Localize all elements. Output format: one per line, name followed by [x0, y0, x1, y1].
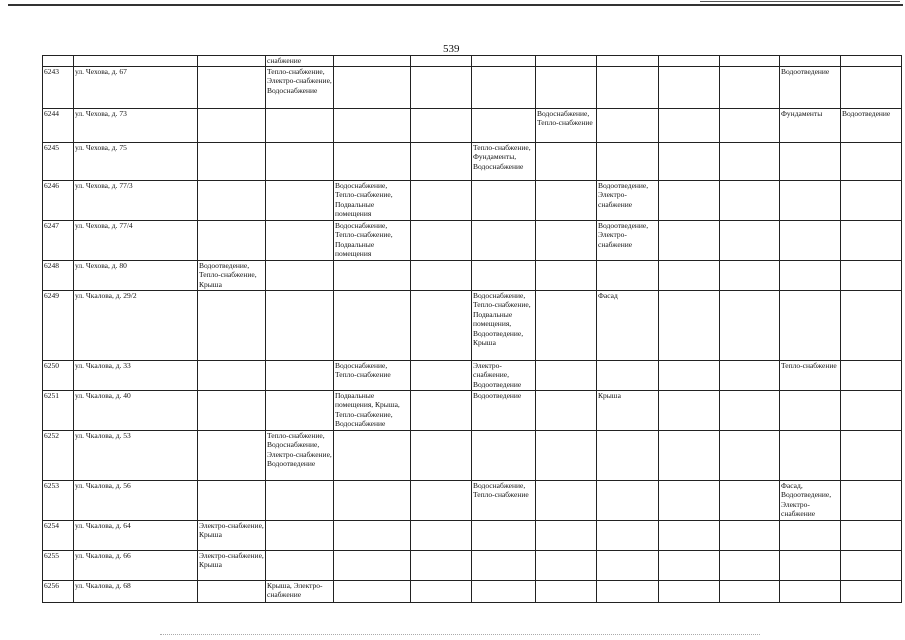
cell-work-type	[411, 580, 472, 602]
table-row	[43, 260, 902, 290]
cell-work-type	[597, 520, 659, 550]
cell-carryover: снабжение	[266, 56, 334, 67]
scan-top-border-secondary	[700, 1, 900, 2]
cell-work-type	[266, 142, 334, 180]
cell-address: ул. Чкалова, д. 40	[74, 390, 198, 430]
cell-number: 6247	[43, 220, 74, 260]
cell-work-type	[720, 430, 780, 480]
cell-work-type	[780, 390, 841, 430]
cell-work-type	[841, 550, 902, 580]
cell-number: 6253	[43, 480, 74, 520]
cell-work-type	[266, 520, 334, 550]
table-row	[43, 360, 902, 390]
cell-address: ул. Чкалова, д. 33	[74, 360, 198, 390]
cell-work-type	[659, 180, 720, 220]
cell-work-type: Подвальные помещения, Крыша, Тепло-снабжение, Водоснабжение	[334, 390, 411, 430]
cell-work-type	[536, 390, 597, 430]
cell-work-type: Тепло-снабжение, Водоснабжение, Электро-снабжение, Водоотведение	[266, 430, 334, 480]
cell-work-type: Электро-снабжение, Крыша	[198, 520, 266, 550]
table-row	[43, 66, 902, 108]
cell-work-type	[411, 390, 472, 430]
cell-work-type	[597, 430, 659, 480]
cell-work-type	[597, 480, 659, 520]
cell-work-type	[536, 480, 597, 520]
cell-work-type	[780, 260, 841, 290]
cell-work-type: Водоотведение, Тепло-снабжение, Крыша	[198, 260, 266, 290]
cell-work-type	[536, 142, 597, 180]
cell-work-type	[597, 66, 659, 108]
cell-work-type	[841, 480, 902, 520]
cell-work-type	[720, 580, 780, 602]
cell-work-type	[266, 550, 334, 580]
cell-work-type: Электро-снабжение, Крыша	[198, 550, 266, 580]
cell-work-type	[841, 520, 902, 550]
cell-work-type	[334, 430, 411, 480]
cell-work-type	[536, 180, 597, 220]
carryover-row	[43, 56, 902, 67]
cell-address: ул. Чехова, д. 77/3	[74, 180, 198, 220]
cell-work-type	[780, 180, 841, 220]
cell-work-type	[472, 108, 536, 142]
cell-work-type	[472, 430, 536, 480]
cell-address: ул. Чкалова, д. 53	[74, 430, 198, 480]
cell-work-type	[659, 142, 720, 180]
table-row	[43, 520, 902, 550]
table-row	[43, 220, 902, 260]
cell-work-type	[411, 550, 472, 580]
cell-work-type: Водоотведение	[472, 390, 536, 430]
cell-work-type	[411, 430, 472, 480]
cell-work-type	[198, 580, 266, 602]
cell-work-type	[659, 260, 720, 290]
cell-work-type	[597, 360, 659, 390]
cell-address: ул. Чкалова, д. 29/2	[74, 290, 198, 360]
cell-work-type	[841, 580, 902, 602]
cell-work-type	[720, 142, 780, 180]
cell-address: ул. Чехова, д. 75	[74, 142, 198, 180]
cell-work-type	[472, 180, 536, 220]
cell-work-type	[536, 220, 597, 260]
cell-address: ул. Чкалова, д. 56	[74, 480, 198, 520]
cell-work-type	[334, 260, 411, 290]
cell-number: 6244	[43, 108, 74, 142]
cell-work-type	[472, 260, 536, 290]
cell-address: ул. Чкалова, д. 64	[74, 520, 198, 550]
cell-number: 6250	[43, 360, 74, 390]
cell-work-type	[334, 520, 411, 550]
cell-work-type	[334, 66, 411, 108]
cell-number: 6249	[43, 290, 74, 360]
cell-work-type	[334, 108, 411, 142]
cell-work-type	[198, 142, 266, 180]
cell-work-type: Тепло-снабжение, Электро-снабжение, Водоснабжение	[266, 66, 334, 108]
cell-work-type	[198, 220, 266, 260]
cell-work-type	[841, 66, 902, 108]
cell-address: ул. Чехова, д. 67	[74, 66, 198, 108]
scan-bottom-edge	[160, 634, 760, 635]
cell-work-type	[720, 360, 780, 390]
cell-work-type	[780, 430, 841, 480]
cell-work-type	[659, 550, 720, 580]
cell-address: ул. Чехова, д. 73	[74, 108, 198, 142]
cell-work-type	[720, 260, 780, 290]
table-row	[43, 390, 902, 430]
cell-work-type: Электро-снабжение, Водоотведение	[472, 360, 536, 390]
cell-work-type	[198, 480, 266, 520]
cell-work-type: Фасад, Водоотведение, Электро-снабжение	[780, 480, 841, 520]
cell-work-type	[411, 260, 472, 290]
cell-work-type	[841, 390, 902, 430]
cell-work-type: Водоотведение, Электро-снабжение	[597, 180, 659, 220]
cell-work-type	[411, 142, 472, 180]
cell-work-type: Водоотведение, Электро-снабжение	[597, 220, 659, 260]
page-number: 539	[443, 43, 460, 55]
cell-work-type	[536, 430, 597, 480]
cell-work-type: Водоснабжение, Тепло-снабжение	[334, 360, 411, 390]
cell-number: 6252	[43, 430, 74, 480]
cell-work-type	[536, 290, 597, 360]
cell-work-type	[266, 480, 334, 520]
cell-number: 6256	[43, 580, 74, 602]
cell-number: 6243	[43, 66, 74, 108]
cell-work-type	[659, 520, 720, 550]
cell-number: 6254	[43, 520, 74, 550]
table-row	[43, 550, 902, 580]
cell-work-type	[411, 520, 472, 550]
cell-work-type	[198, 390, 266, 430]
cell-work-type	[536, 260, 597, 290]
cell-work-type	[659, 220, 720, 260]
cell-work-type: Крыша	[597, 390, 659, 430]
cell-work-type	[597, 550, 659, 580]
cell-work-type	[720, 480, 780, 520]
cell-number: 6248	[43, 260, 74, 290]
cell-work-type	[411, 108, 472, 142]
cell-address: ул. Чкалова, д. 68	[74, 580, 198, 602]
cell-work-type	[536, 520, 597, 550]
cell-work-type: Водоснабжение, Тепло-снабжение	[536, 108, 597, 142]
cell-work-type	[720, 550, 780, 580]
cell-work-type	[720, 390, 780, 430]
cell-work-type	[472, 66, 536, 108]
cell-address: ул. Чехова, д. 77/4	[74, 220, 198, 260]
cell-work-type	[411, 180, 472, 220]
cell-work-type	[198, 66, 266, 108]
cell-work-type	[659, 360, 720, 390]
cell-address: ул. Чкалова, д. 66	[74, 550, 198, 580]
cell-work-type	[198, 290, 266, 360]
cell-work-type	[659, 390, 720, 430]
cell-work-type	[472, 520, 536, 550]
cell-work-type	[659, 430, 720, 480]
cell-work-type	[841, 360, 902, 390]
cell-work-type	[536, 550, 597, 580]
cell-work-type: Крыша, Электро-снабжение	[266, 580, 334, 602]
cell-work-type	[720, 290, 780, 360]
cell-work-type	[198, 180, 266, 220]
cell-work-type	[536, 66, 597, 108]
cell-work-type	[411, 360, 472, 390]
cell-work-type	[266, 180, 334, 220]
table-row	[43, 180, 902, 220]
cell-work-type	[472, 580, 536, 602]
cell-work-type	[720, 66, 780, 108]
cell-work-type	[198, 360, 266, 390]
cell-work-type	[198, 430, 266, 480]
cell-work-type: Фасад	[597, 290, 659, 360]
cell-work-type: Водоснабжение, Тепло-снабжение, Подвальные помещения	[334, 180, 411, 220]
cell-work-type	[266, 108, 334, 142]
cell-work-type	[597, 142, 659, 180]
table-row	[43, 142, 902, 180]
cell-work-type	[597, 108, 659, 142]
cell-work-type: Водоснабжение, Тепло-снабжение	[472, 480, 536, 520]
cell-address: ул. Чехова, д. 80	[74, 260, 198, 290]
cell-work-type	[780, 142, 841, 180]
table-row	[43, 290, 902, 360]
cell-work-type: Фундаменты	[780, 108, 841, 142]
cell-work-type	[659, 66, 720, 108]
cell-work-type	[266, 360, 334, 390]
cell-work-type	[411, 290, 472, 360]
cell-work-type	[659, 480, 720, 520]
cell-work-type	[659, 290, 720, 360]
cell-work-type	[536, 580, 597, 602]
table-row	[43, 580, 902, 602]
cell-work-type	[266, 260, 334, 290]
cell-work-type	[472, 220, 536, 260]
cell-work-type	[334, 290, 411, 360]
table-row	[43, 430, 902, 480]
cell-work-type	[720, 180, 780, 220]
cell-number: 6245	[43, 142, 74, 180]
cell-work-type	[266, 220, 334, 260]
repair-schedule-table	[42, 55, 902, 603]
cell-work-type	[780, 290, 841, 360]
cell-work-type	[266, 390, 334, 430]
cell-work-type	[334, 580, 411, 602]
table-row	[43, 108, 902, 142]
cell-work-type	[720, 220, 780, 260]
cell-work-type	[411, 220, 472, 260]
cell-work-type	[720, 520, 780, 550]
cell-work-type	[411, 66, 472, 108]
cell-work-type	[266, 290, 334, 360]
cell-number: 6246	[43, 180, 74, 220]
cell-work-type	[334, 480, 411, 520]
cell-work-type	[597, 580, 659, 602]
cell-work-type	[659, 108, 720, 142]
cell-work-type	[334, 550, 411, 580]
cell-work-type	[841, 220, 902, 260]
cell-work-type	[198, 108, 266, 142]
cell-work-type	[841, 142, 902, 180]
cell-number: 6251	[43, 390, 74, 430]
cell-work-type	[536, 360, 597, 390]
cell-work-type	[841, 430, 902, 480]
cell-work-type	[659, 580, 720, 602]
cell-work-type: Водоотведение	[780, 66, 841, 108]
cell-work-type	[841, 180, 902, 220]
cell-work-type: Водоснабжение, Тепло-снабжение, Подвальные помещения, Водоотведение, Крыша	[472, 290, 536, 360]
cell-work-type	[780, 580, 841, 602]
cell-work-type: Водоснабжение, Тепло-снабжение, Подвальные помещения	[334, 220, 411, 260]
cell-work-type	[780, 520, 841, 550]
cell-work-type	[841, 260, 902, 290]
cell-work-type	[334, 142, 411, 180]
cell-work-type	[720, 108, 780, 142]
cell-work-type: Тепло-снабжение	[780, 360, 841, 390]
cell-work-type	[841, 290, 902, 360]
cell-work-type: Тепло-снабжение, Фундаменты, Водоснабжение	[472, 142, 536, 180]
cell-work-type: Водоотведение	[841, 108, 902, 142]
cell-number: 6255	[43, 550, 74, 580]
cell-work-type	[411, 480, 472, 520]
cell-work-type	[597, 260, 659, 290]
cell-work-type	[780, 220, 841, 260]
cell-work-type	[472, 550, 536, 580]
table-row	[43, 480, 902, 520]
scan-top-border	[8, 4, 903, 6]
cell-work-type	[780, 550, 841, 580]
